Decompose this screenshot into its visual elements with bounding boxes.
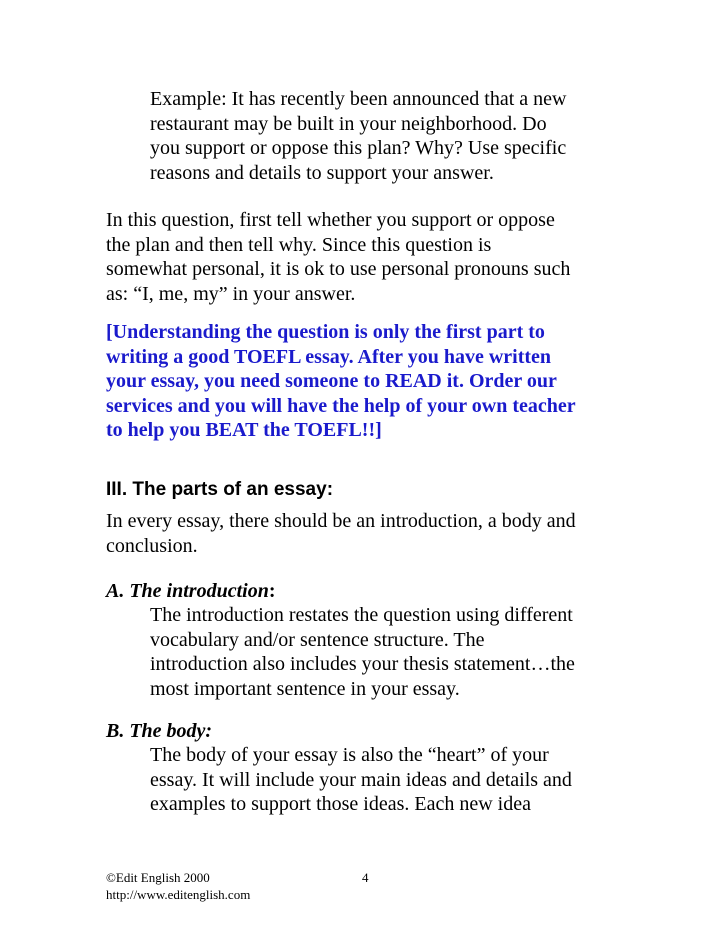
example-question xyxy=(150,87,630,185)
example-line: you support or oppose this plan? Why? Use specific xyxy=(150,137,567,159)
subsection-line: vocabulary and/or sentence structure. The xyxy=(150,628,485,651)
paragraph-line: as: “I, me, my” in your answer. xyxy=(106,282,356,305)
subsection-line: The introduction restates the question using different xyxy=(150,604,573,626)
page-number: 4 xyxy=(362,870,369,885)
promo-line: writing a good TOEFL essay. After you have written xyxy=(106,345,552,368)
subsection-a-title xyxy=(106,579,275,604)
paragraph-line: In every essay, there should be an introduction, a body and xyxy=(106,510,576,532)
section-heading: III. The parts of an essay: xyxy=(106,479,334,500)
promo-line: [Understanding the question is only the first part to xyxy=(106,321,545,343)
subsection-line: The body of your essay is also the “heart” of your xyxy=(150,744,549,766)
promo-line: services and you will have the help of your own teacher xyxy=(106,394,576,417)
subsection-line: introduction also includes your thesis statement…the xyxy=(150,653,575,675)
subsection-line: examples to support those ideas. Each new idea xyxy=(150,793,531,815)
subsection-a-title-text: A. The introduction xyxy=(106,580,269,602)
footer-copyright: ©Edit English 2000 xyxy=(106,870,210,885)
example-line: restaurant may be built in your neighborhood. Do xyxy=(150,112,547,135)
promo-line: your essay, you need someone to READ it. Order our xyxy=(106,370,557,392)
example-line: Example: It has recently been announced that a new xyxy=(150,88,567,110)
subsection-line: essay. It will include your main ideas and details and xyxy=(150,768,572,791)
subsection-a-colon: : xyxy=(268,580,276,602)
paragraph-line: In this question, first tell whether you support or oppose xyxy=(106,209,555,231)
promo-paragraph xyxy=(106,320,626,443)
paragraph-line: somewhat personal, it is ok to use personal pronouns such xyxy=(106,258,571,280)
subsection-line: most important sentence in your essay. xyxy=(150,677,460,700)
paragraph-line: the plan and then tell why. Since this question is xyxy=(106,233,492,256)
section-intro-paragraph xyxy=(106,509,626,558)
instruction-paragraph xyxy=(106,208,626,306)
promo-line: to help you BEAT the TOEFL!!] xyxy=(106,419,382,441)
subsection-a-body xyxy=(150,603,630,701)
footer-credits xyxy=(106,869,250,903)
paragraph-line: conclusion. xyxy=(106,534,198,557)
footer-url: http://www.editenglish.com xyxy=(106,887,251,902)
example-line: reasons and details to support your answer. xyxy=(150,161,494,184)
subsection-b-title: B. The body: xyxy=(106,720,213,742)
subsection-b-body xyxy=(150,743,630,817)
